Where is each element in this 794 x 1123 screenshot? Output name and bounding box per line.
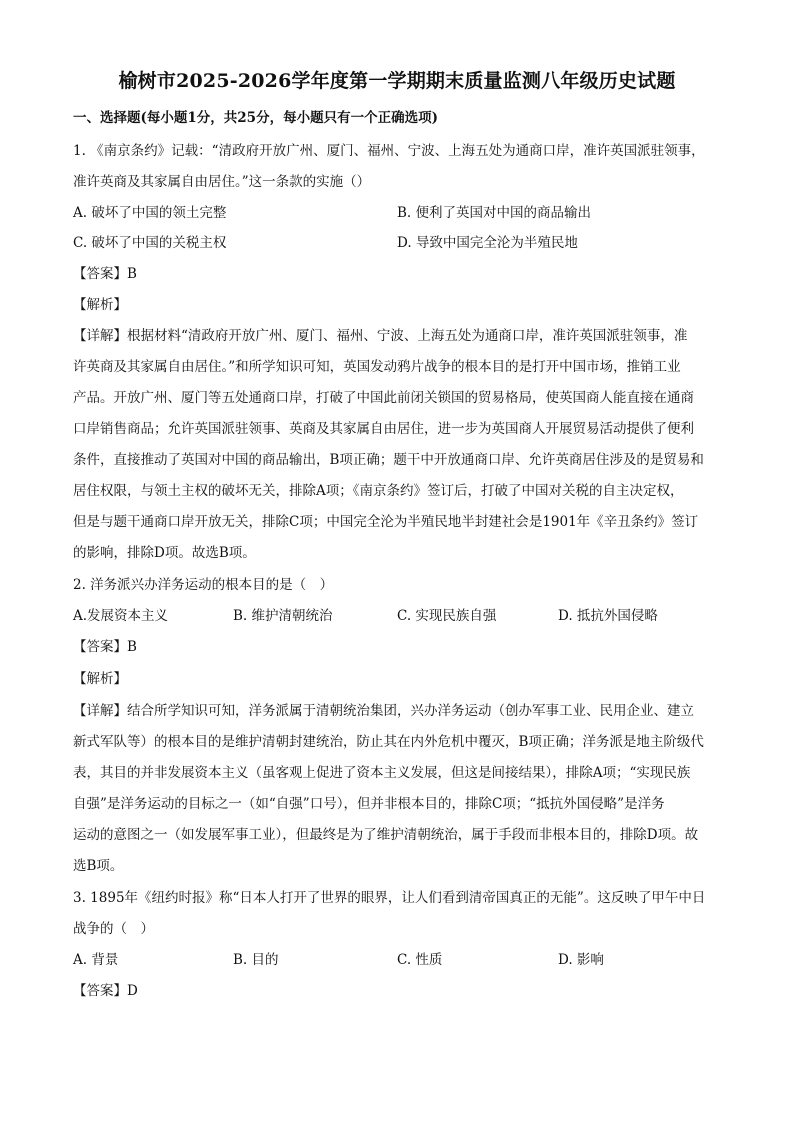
q2-option-d: D. 抵抗外国侵略 (558, 608, 658, 624)
q2-option-b: B. 维护清朝统治 (233, 608, 333, 624)
exam-title: 榆树市2025-2026学年度第一学期期末质量监测八年级历史试题 (118, 70, 676, 92)
q1-option-c: C. 破坏了中国的关税主权 (73, 235, 227, 251)
section-heading: 一、选择题(每小题1分，共25分，每小题只有一个正确选项) (73, 110, 438, 126)
q1-detail-line: 但是与题干通商口岸开放无关，排除C项；中国完全沦为半殖民地半封建社会是1901年《辛丑条约》签订 (73, 514, 699, 530)
q1-detail-line: 产品。开放广州、厦门等五处通商口岸，打破了中国此前闭关锁国的贸易格局，使英国商人能直接在通商 (73, 390, 694, 406)
q2-detail-line: 运动的意图之一（如发展军事工业），但最终是为了维护清朝统治，属于手段而非根本目的，排除D项。故 (73, 827, 699, 843)
q1-detail-line: 许英商及其家属自由居住。”和所学知识可知，英国发动鸦片战争的根本目的是打开中国市场，推销工业 (73, 359, 681, 375)
q3-stem-line: 3. 1895年《纽约时报》称“日本人打开了世界的眼界，让人们看到清帝国真正的无能”。这反映了甲午中日 (73, 890, 706, 906)
q1-analysis-label: 【解析】 (73, 297, 127, 313)
q1-answer: 【答案】B (73, 266, 137, 282)
q1-detail-line: 的影响，排除D项。故选B项。 (73, 545, 256, 561)
q1-detail-line: 条件，直接推动了英国对中国的商品输出，B项正确；题干中开放通商口岸、允许英商居住涉及的是贸易和 (73, 452, 704, 468)
q2-option-a: A.发展资本主义 (73, 608, 169, 624)
q2-analysis-label: 【解析】 (73, 671, 127, 687)
q1-option-a: A. 破坏了中国的领土完整 (73, 205, 227, 221)
q3-option-d: D. 影响 (558, 952, 604, 968)
q1-detail-line: 口岸销售商品；允许英国派驻领事、英商及其家属自由居住，进一步为英国商人开展贸易活动提供了便利 (73, 421, 694, 437)
q1-option-b: B. 便利了英国对中国的商品输出 (397, 205, 592, 221)
q2-option-c: C. 实现民族自强 (397, 608, 497, 624)
q3-option-a: A. 背景 (73, 952, 119, 968)
q3-option-b: B. 目的 (233, 952, 279, 968)
q2-detail-line: 表，其目的并非发展资本主义（虽客观上促进了资本主义发展，但这是间接结果），排除A项；“实现民族 (73, 765, 691, 781)
q2-stem: 2. 洋务派兴办洋务运动的根本目的是（ ） (73, 577, 334, 593)
q1-stem-line: 准许英商及其家属自由居住。”这一条款的实施（） (73, 174, 371, 190)
q1-option-d: D. 导致中国完全沦为半殖民地 (397, 235, 578, 251)
q2-answer: 【答案】B (73, 639, 137, 655)
q1-stem-line: 1. 《南京条约》记载：“清政府开放广州、厦门、福州、宁波、上海五处为通商口岸，准许英国派驻领事， (73, 143, 705, 159)
q3-stem-line: 战争的（ ） (73, 921, 154, 937)
q3-answer: 【答案】D (73, 983, 138, 999)
q2-detail-line: 新式军队等）的根本目的是维护清朝封建统治，防止其在内外危机中覆灭，B项正确；洋务派是地主阶级代 (73, 734, 704, 750)
q1-detail-line: 【详解】根据材料“清政府开放广州、厦门、福州、宁波、上海五处为通商口岸，准许英国派驻领事，准 (73, 328, 688, 344)
q2-detail-line: 选B项。 (73, 858, 124, 874)
q1-detail-line: 居住权限，与领土主权的破坏无关，排除A项；《南京条约》签订后，打破了中国对关税的自主决定权， (73, 483, 684, 499)
q3-option-c: C. 性质 (397, 952, 443, 968)
q2-detail-line: 自强”是洋务运动的目标之一（如“自强”口号），但并非根本目的，排除C项；“抵抗外国侵略”是洋务 (73, 796, 665, 812)
q2-detail-line: 【详解】结合所学知识可知，洋务派属于清朝统治集团，兴办洋务运动（创办军事工业、民用企业、建立 (73, 703, 694, 719)
